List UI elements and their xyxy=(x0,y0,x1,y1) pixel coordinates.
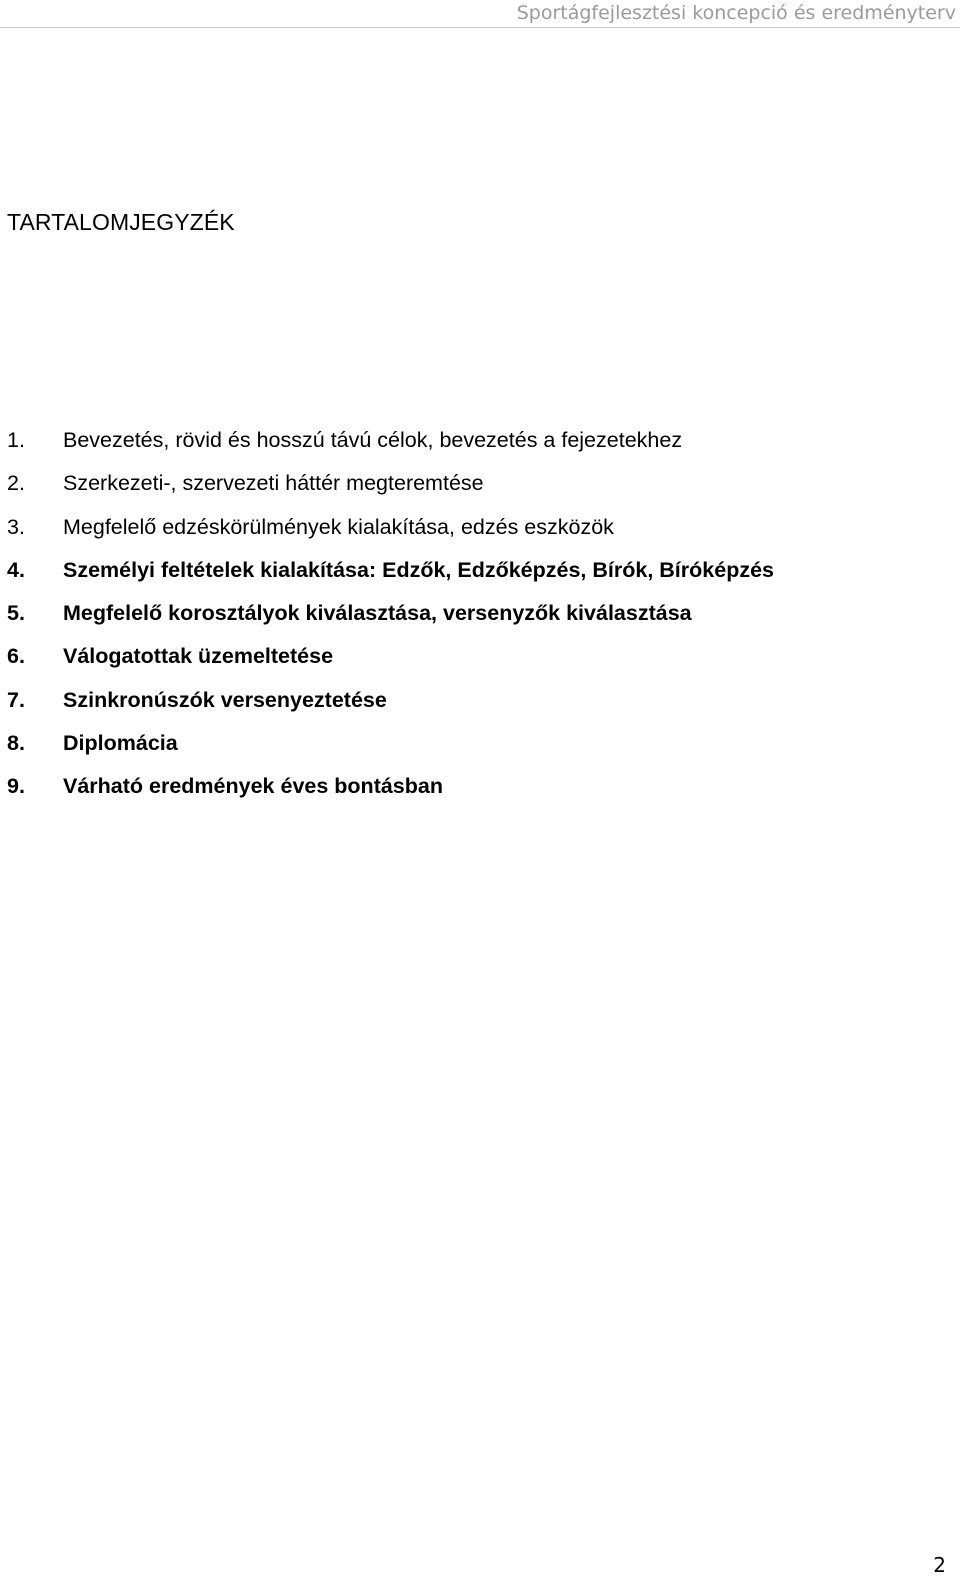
toc-item-text: Várható eredmények éves bontásban xyxy=(63,774,443,799)
toc-item-text: Személyi feltételek kialakítása: Edzők, Edzőképzés, Bírók, Bíróképzés xyxy=(63,557,774,582)
toc-item-number: 7. xyxy=(7,687,25,712)
toc-item-number: 6. xyxy=(7,644,25,669)
toc-item-number: 8. xyxy=(7,731,25,756)
page-number: 2 xyxy=(933,1553,946,1577)
toc-item-4 xyxy=(7,555,774,598)
toc-item-text: Diplomácia xyxy=(63,731,178,756)
toc-item-7 xyxy=(7,685,774,728)
toc-item-3 xyxy=(7,512,774,555)
toc-item-text: Válogatottak üzemeltetése xyxy=(63,644,334,669)
running-header: Sportágfejlesztési koncepció és eredményterv xyxy=(516,2,956,24)
toc-item-text: Megfelelő edzéskörülmények kialakítása, edzés eszközök xyxy=(63,514,614,539)
toc-item-number: 4. xyxy=(7,557,25,582)
toc-item-number: 9. xyxy=(7,774,25,799)
toc-item-text: Megfelelő korosztályok kiválasztása, versenyzők kiválasztása xyxy=(63,601,692,626)
toc-item-number: 1. xyxy=(7,428,25,452)
toc-item-text: Bevezetés, rövid és hosszú távú célok, bevezetés a fejezetekhez xyxy=(63,428,683,452)
toc-item-number: 5. xyxy=(7,601,25,626)
toc-item-2 xyxy=(7,468,774,511)
toc-item-1 xyxy=(7,425,774,468)
toc-item-8 xyxy=(7,728,774,771)
toc-item-number: 3. xyxy=(7,514,25,539)
header-divider xyxy=(0,27,960,28)
toc-item-6 xyxy=(7,641,774,684)
toc-list xyxy=(7,425,774,815)
toc-item-number: 2. xyxy=(7,471,25,496)
toc-item-text: Szerkezeti-, szervezeti háttér megteremtése xyxy=(63,471,484,496)
toc-item-9 xyxy=(7,771,774,814)
toc-item-text: Szinkronúszók versenyeztetése xyxy=(63,687,387,712)
toc-item-5 xyxy=(7,598,774,641)
toc-title: TARTALOMJEGYZÉK xyxy=(7,209,235,235)
